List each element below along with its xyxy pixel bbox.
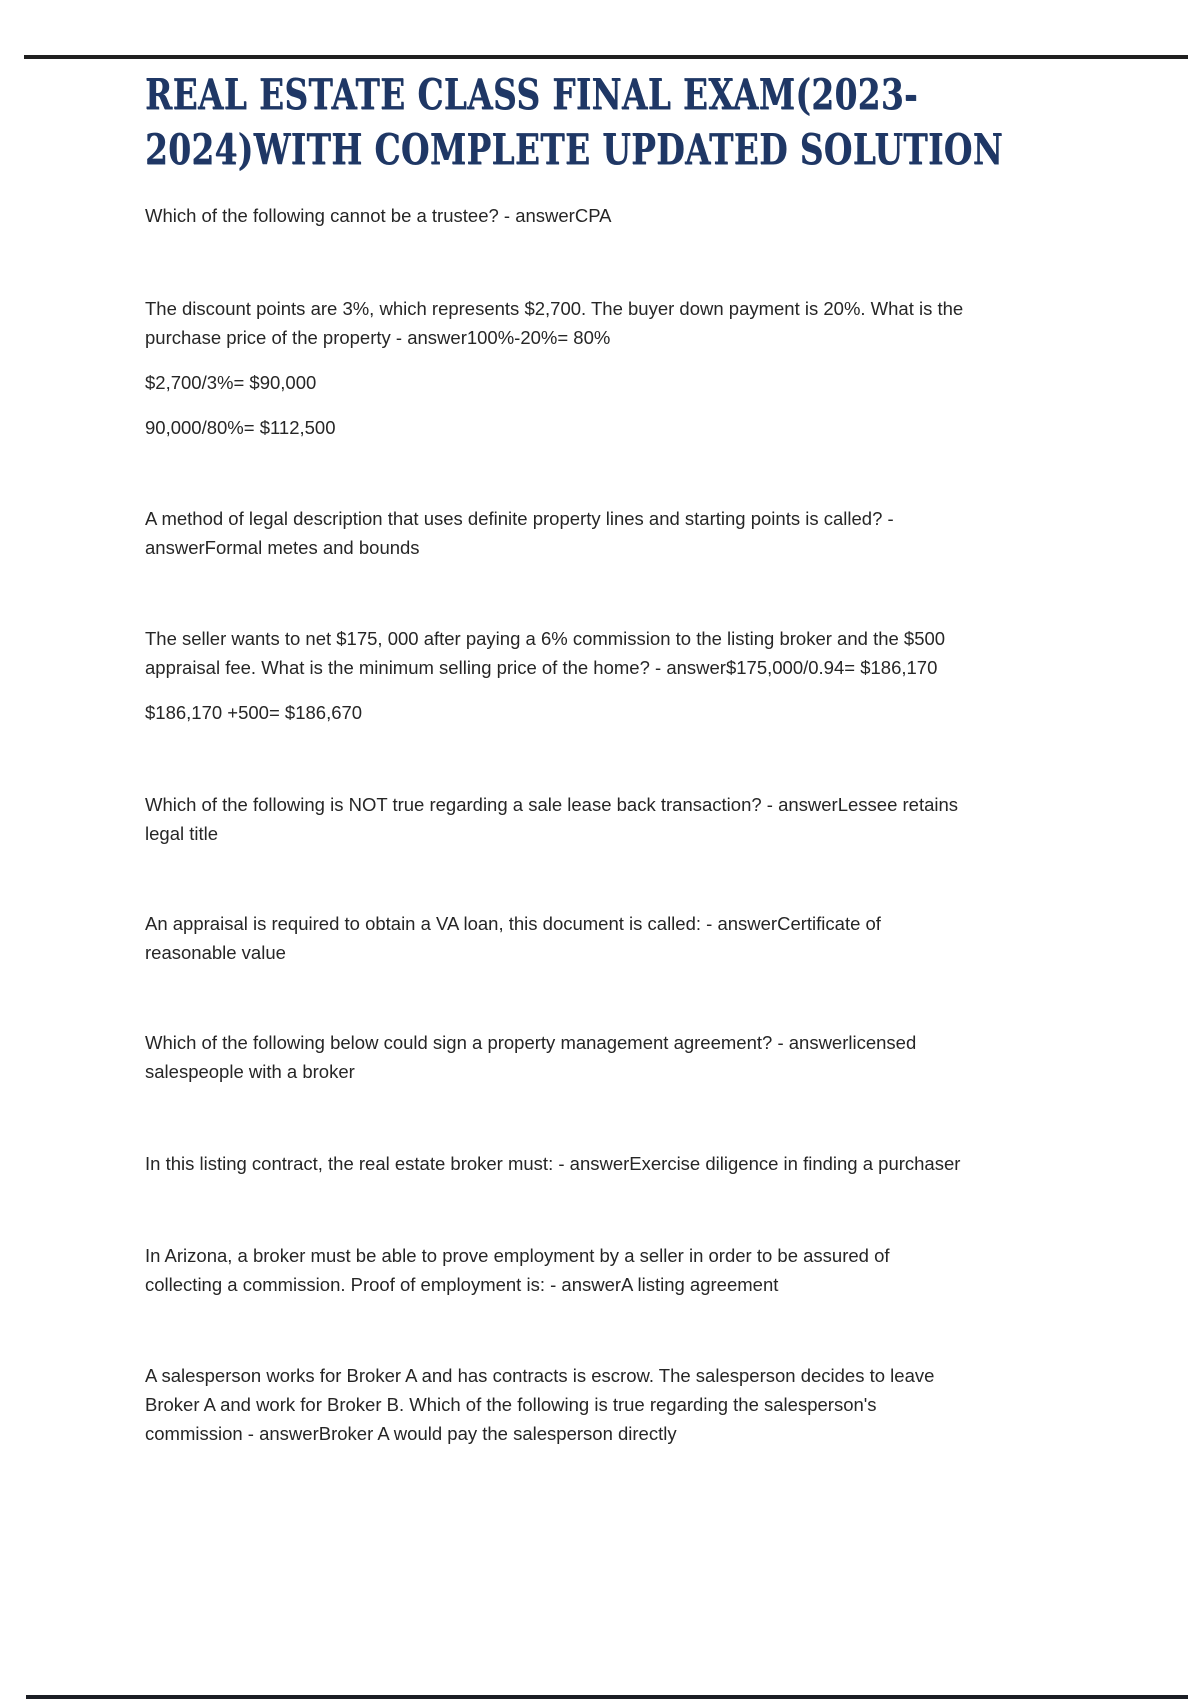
qa-line: In this listing contract, the real estate broker must: - answerExercise diligence in finding a purchaser — [145, 1153, 961, 1174]
qa-line: $2,700/3%= $90,000 — [145, 372, 317, 393]
qa-line: purchase price of the property - answer100%-20%= 80% — [145, 327, 611, 348]
qa-line: Which of the following below could sign a property management agreement? - answerlicensed — [145, 1032, 917, 1053]
qa-block — [145, 1149, 960, 1178]
qa-line: answerFormal metes and bounds — [145, 537, 420, 558]
bottom-rule — [26, 1695, 1188, 1699]
qa-line: reasonable value — [145, 942, 286, 963]
page-title — [145, 67, 1003, 177]
qa-line: Which of the following is NOT true regarding a sale lease back transaction? - answerLessee retains — [145, 794, 959, 815]
qa-formula — [145, 698, 362, 727]
qa-block — [145, 790, 958, 848]
qa-block — [145, 1361, 934, 1448]
qa-line: salespeople with a broker — [145, 1061, 355, 1082]
top-rule — [24, 55, 1188, 59]
qa-block — [145, 504, 894, 562]
qa-line: 90,000/80%= $112,500 — [145, 417, 336, 438]
page-title-line-2: 2024)WITH COMPLETE UPDATED SOLUTION — [145, 125, 1004, 174]
qa-block — [145, 624, 945, 682]
qa-formula — [145, 413, 335, 442]
page-title-line-1: REAL ESTATE CLASS FINAL EXAM(2023- — [145, 70, 919, 119]
qa-line: A method of legal description that uses definite property lines and starting points is called? - — [145, 508, 894, 529]
qa-line: $186,170 +500= $186,670 — [145, 702, 363, 723]
qa-formula — [145, 368, 316, 397]
qa-line: Which of the following cannot be a trustee? - answerCPA — [145, 205, 612, 226]
qa-line: In Arizona, a broker must be able to prove employment by a seller in order to be assured of — [145, 1245, 890, 1266]
qa-line: legal title — [145, 823, 219, 844]
qa-block — [145, 909, 881, 967]
qa-line: A salesperson works for Broker A and has contracts is escrow. The salesperson decides to leave — [145, 1365, 935, 1386]
qa-line: An appraisal is required to obtain a VA loan, this document is called: - answerCertificate of — [145, 913, 881, 934]
qa-line: The discount points are 3%, which represents $2,700. The buyer down payment is 20%. What is the — [145, 298, 964, 319]
qa-line: Broker A and work for Broker B. Which of the following is true regarding the salesperson's — [145, 1394, 877, 1415]
qa-block — [145, 1241, 890, 1299]
qa-line: collecting a commission. Proof of employment is: - answerA listing agreement — [145, 1274, 779, 1295]
qa-block — [145, 1028, 916, 1086]
qa-line: appraisal fee. What is the minimum selling price of the home? - answer$175,000/0.94= $186,170 — [145, 657, 938, 678]
qa-line: The seller wants to net $175, 000 after paying a 6% commission to the listing broker and the $500 — [145, 628, 946, 649]
qa-block — [145, 201, 612, 230]
qa-line: commission - answerBroker A would pay the salesperson directly — [145, 1423, 677, 1444]
qa-block — [145, 294, 963, 352]
